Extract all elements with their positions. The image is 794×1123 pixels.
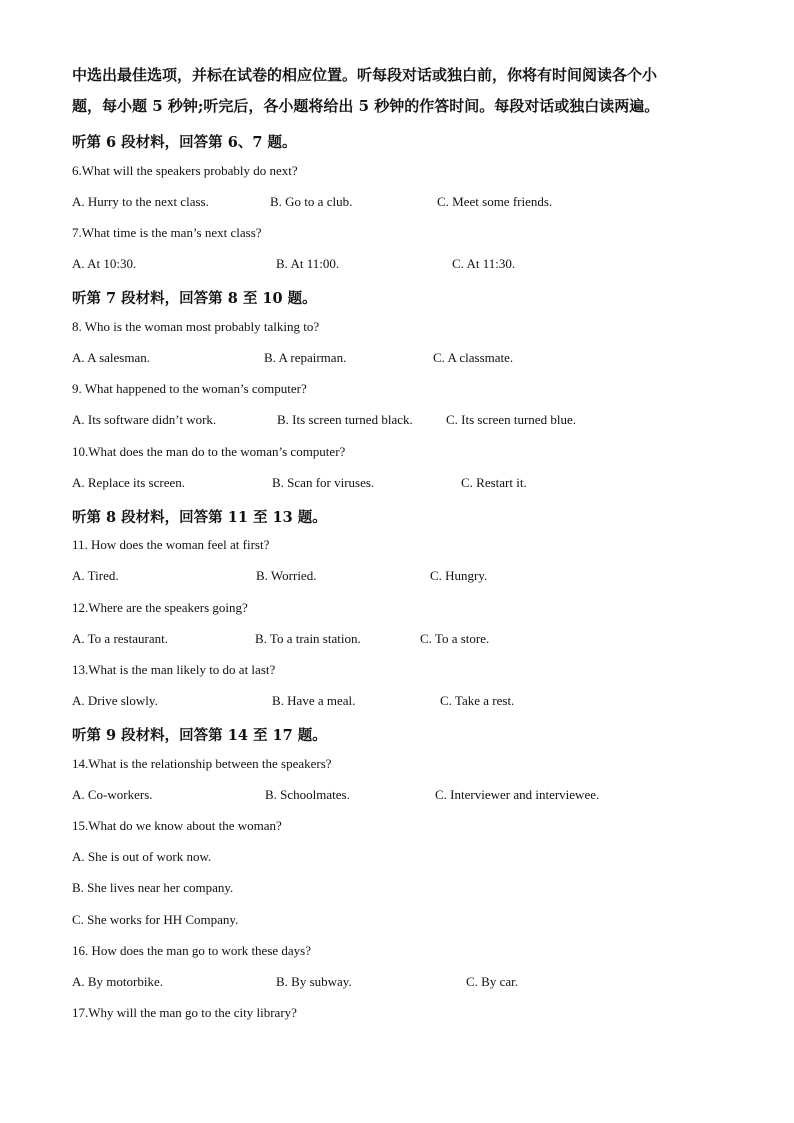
question-10: 10.What does the man do to the woman’s computer? [72,444,346,459]
section-heading: 听第 6 段材料，回答第 6、7 题。 [72,134,297,151]
option-7b: B. At 11:00. [276,256,340,271]
section-heading: 听第 8 段材料，回答第 11 至 13 题。 [72,509,327,526]
option-9a: A. Its software didn’t work. [72,412,217,427]
question-6: 6.What will the speakers probably do next? [72,163,298,178]
question-7: 7.What time is the man’s next class? [72,225,262,240]
section-heading: 听第 9 段材料，回答第 14 至 17 题。 [72,727,327,744]
option-6a: A. Hurry to the next class. [72,194,209,209]
question-14: 14.What is the relationship between the speakers? [72,756,332,771]
question-17: 17.Why will the man go to the city library? [72,1005,297,1020]
option-16a: A. By motorbike. [72,974,163,989]
option-8a: A. A salesman. [72,350,150,365]
question-13: 13.What is the man likely to do at last? [72,662,276,677]
question-16: 16. How does the man go to work these days? [72,943,312,958]
option-12c: C. To a store. [420,631,490,646]
option-10b: B. Scan for viruses. [272,475,375,490]
option-13b: B. Have a meal. [272,693,356,708]
option-9c: C. Its screen turned blue. [446,412,576,427]
option-7a: A. At 10:30. [72,256,137,271]
option-8b: B. A repairman. [264,350,347,365]
instructions [72,60,722,122]
option-16b: B. By subway. [276,974,352,989]
question-12: 12.Where are the speakers going? [72,600,248,615]
option-11b: B. Worried. [256,568,317,583]
option-13c: C. Take a rest. [440,693,515,708]
option-13a: A. Drive slowly. [72,693,158,708]
option-15c: C. She works for HH Company. [72,912,239,927]
instruction-line: 题，每小题 5 秒钟;听完后，各小题将给出 5 秒钟的作答时间。每段对话或独白读两遍。 [72,97,660,115]
section-heading: 听第 7 段材料，回答第 8 至 10 题。 [72,290,317,307]
option-12a: A. To a restaurant. [72,631,168,646]
question-11: 11. How does the woman feel at first? [72,537,270,552]
option-8c: C. A classmate. [433,350,514,365]
question-9: 9. What happened to the woman’s computer? [72,381,307,396]
option-6b: B. Go to a club. [270,194,353,209]
question-8: 8. Who is the woman most probably talking to? [72,319,320,334]
option-15b: B. She lives near her company. [72,880,234,895]
option-14a: A. Co-workers. [72,787,153,802]
option-6c: C. Meet some friends. [437,194,553,209]
option-9b: B. Its screen turned black. [277,412,413,427]
option-16c: C. By car. [466,974,518,989]
option-10c: C. Restart it. [461,475,527,490]
option-11a: A. Tired. [72,568,119,583]
option-12b: B. To a train station. [255,631,361,646]
instruction-line: 中选出最佳选项，并标在试卷的相应位置。听每段对话或独白前，你将有时间阅读各个小 [72,66,658,84]
option-10a: A. Replace its screen. [72,475,185,490]
question-15: 15.What do we know about the woman? [72,818,282,833]
option-14c: C. Interviewer and interviewee. [435,787,600,802]
option-11c: C. Hungry. [430,568,488,583]
option-15a: A. She is out of work now. [72,849,212,864]
option-7c: C. At 11:30. [452,256,516,271]
option-14b: B. Schoolmates. [265,787,350,802]
